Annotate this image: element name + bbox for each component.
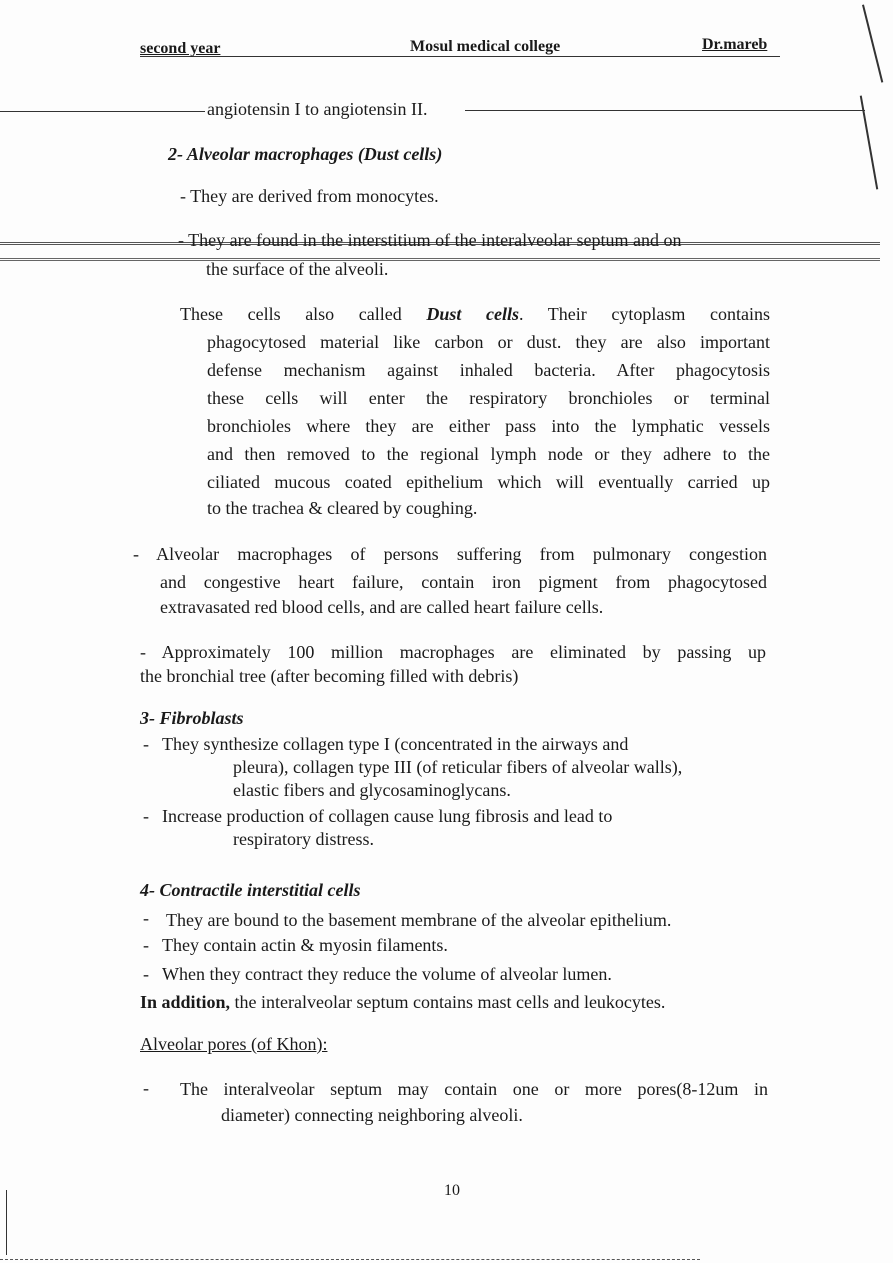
dust-cells-text-start: These cells also called — [180, 304, 427, 324]
approx-line-2: the bronchial tree (after becoming filled with debris) — [140, 666, 519, 686]
dust-cells-term: Dust cells — [426, 304, 520, 324]
pores-line-2: diameter) connecting neighboring alveoli. — [221, 1105, 523, 1125]
header-author: Dr.mareb — [702, 36, 768, 53]
section-2-bullet-1: - They are derived from monocytes. — [180, 186, 439, 206]
bullet-dash: - — [143, 1078, 149, 1098]
section-2-bullet-2-line-2: the surface of the alveoli. — [206, 259, 389, 279]
fibroblast-bullet-1-line-3: elastic fibers and glycosaminoglycans. — [233, 780, 511, 800]
header-rule — [140, 56, 780, 57]
dust-cells-line: and then removed to the regional lymph node or they adhere to the — [207, 444, 770, 464]
pores-heading: Alveolar pores (of Khon): — [140, 1034, 328, 1054]
dust-cells-line: bronchioles where they are either pass into the lymphatic vessels — [207, 416, 770, 436]
top-left-scan-line — [0, 111, 205, 112]
top-fragment: angiotensin I to angiotensin II. — [207, 99, 428, 119]
dust-cells-text-end: . Their cytoplasm contains — [519, 304, 770, 324]
addition-line — [140, 992, 665, 1013]
scan-fold-line-2 — [0, 258, 880, 261]
heart-failure-line-1: - Alveolar macrophages of persons suffering from pulmonary congestion — [133, 544, 767, 564]
top-right-scan-line — [465, 110, 865, 111]
dust-cells-line: defense mechanism against inhaled bacteria. After phagocytosis — [207, 360, 770, 380]
right-edge-scan-line — [862, 5, 883, 83]
bullet-dash: - — [143, 734, 149, 754]
fibroblast-bullet-1-line-1: They synthesize collagen type I (concentrated in the airways and — [162, 734, 629, 754]
bullet-dash: - — [143, 908, 149, 928]
contractile-bullet-3: When they contract they reduce the volume of alveolar lumen. — [162, 964, 612, 984]
contractile-bullet-1: They are bound to the basement membrane of the alveolar epithelium. — [166, 910, 672, 930]
bullet-dash: - — [143, 806, 149, 826]
fibroblast-bullet-2-line-1: Increase production of collagen cause lung fibrosis and lead to — [162, 806, 613, 826]
fibroblast-bullet-1-line-2: pleura), collagen type III (of reticular fibers of alveolar walls), — [233, 757, 683, 777]
dust-cells-first-line — [180, 301, 770, 329]
section-2-heading: 2- Alveolar macrophages (Dust cells) — [168, 144, 443, 164]
fibroblast-bullet-2-line-2: respiratory distress. — [233, 829, 374, 849]
dust-cells-line: these cells will enter the respiratory bronchioles or terminal — [207, 388, 770, 408]
page-number: 10 — [444, 1182, 460, 1199]
heart-failure-line-3: extravasated red blood cells, and are called heart failure cells. — [160, 597, 604, 617]
right-edge-scan-line-2 — [860, 96, 878, 190]
heart-failure-line-2: and congestive heart failure, contain iron pigment from phagocytosed — [160, 572, 767, 592]
dust-cells-line: phagocytosed material like carbon or dust. they are also important — [207, 332, 770, 352]
section-2-bullet-2-line-1: - They are found in the interstitium of the interalveolar septum and on — [178, 230, 682, 250]
header-year: second year — [140, 40, 221, 57]
section-3-heading: 3- Fibroblasts — [140, 708, 244, 728]
dust-cells-line: ciliated mucous coated epithelium which will eventually carried up — [207, 472, 770, 492]
bottom-scan-line — [0, 1259, 700, 1260]
bullet-dash: - — [143, 964, 149, 984]
approx-line-1: - Approximately 100 million macrophages are eliminated by passing up — [140, 642, 766, 662]
pores-line-1: The interalveolar septum may contain one or more pores(8-12um in — [180, 1079, 768, 1099]
dust-cells-last-line: to the trachea & cleared by coughing. — [207, 498, 478, 518]
section-4-heading: 4- Contractile interstitial cells — [140, 880, 361, 900]
bullet-dash: - — [143, 935, 149, 955]
addition-text: the interalveolar septum contains mast cells and leukocytes. — [230, 992, 666, 1012]
left-margin-scan-line — [6, 1190, 7, 1255]
addition-bold: In addition, — [140, 992, 231, 1012]
header-college: Mosul medical college — [410, 38, 561, 55]
contractile-bullet-2: They contain actin & myosin filaments. — [162, 935, 448, 955]
